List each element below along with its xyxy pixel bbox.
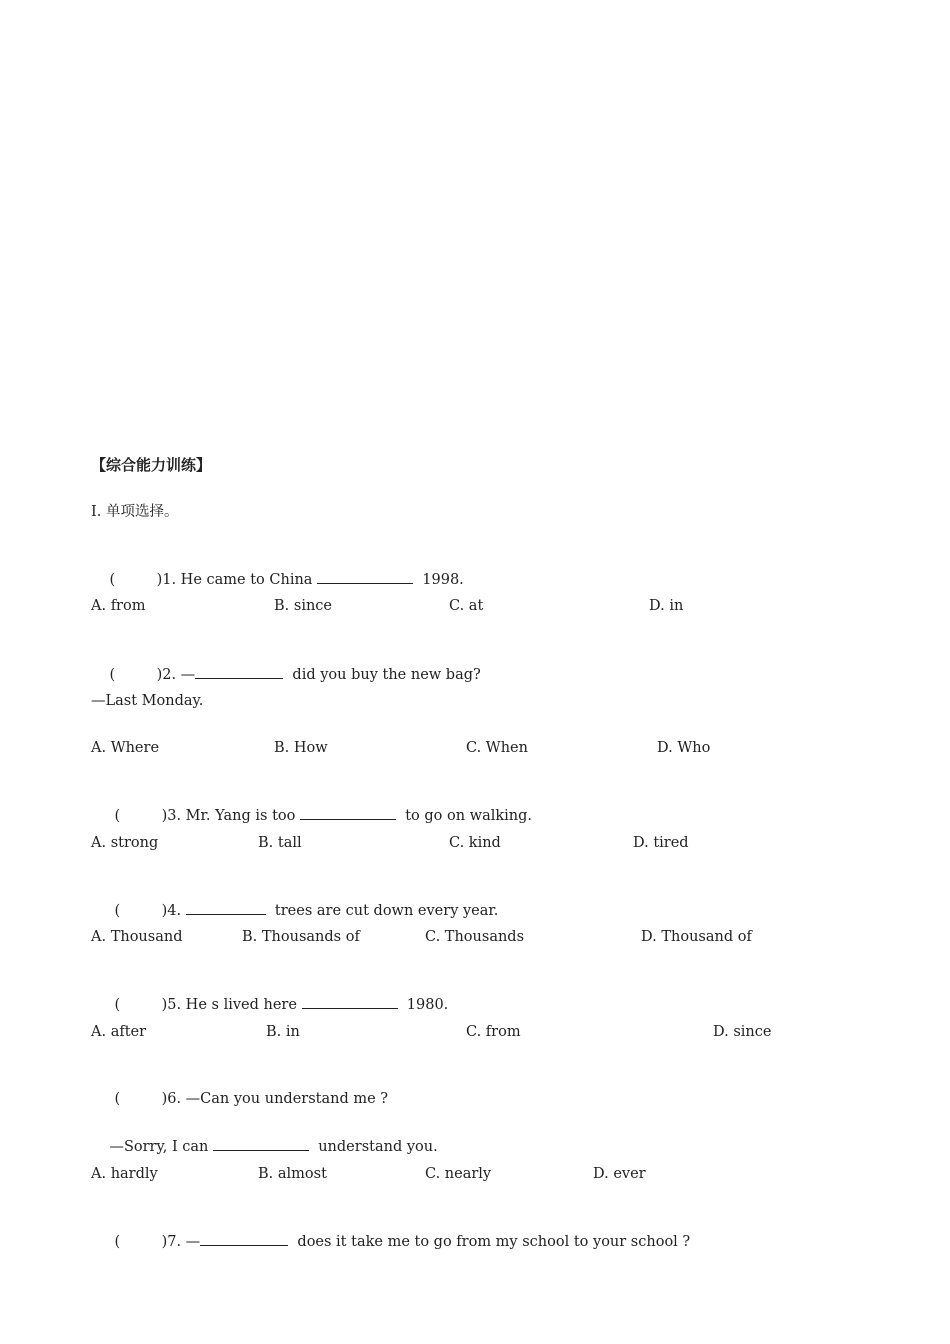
option-c[interactable]: C. kind <box>449 835 501 851</box>
option-c[interactable]: C. When <box>466 740 528 756</box>
section-title: 【综合能力训练】 <box>91 456 212 474</box>
option-d[interactable]: D. ever <box>593 1166 646 1182</box>
option-a[interactable]: A. Thousand <box>91 929 183 945</box>
question-text: 2. — <box>162 667 196 683</box>
question-text-end: did you buy the new bag? <box>292 667 481 683</box>
question-text: 1. He came to China <box>162 572 313 588</box>
option-c[interactable]: C. from <box>466 1024 521 1040</box>
option-d[interactable]: D. Thousand of <box>641 929 752 945</box>
answer-blank[interactable] <box>200 1231 288 1246</box>
answer-paren: ( ) <box>114 1091 168 1107</box>
option-b[interactable]: B. almost <box>258 1166 327 1182</box>
question-text-end: 1998. <box>422 572 464 588</box>
answer-paren: ( ) <box>114 808 168 824</box>
option-d[interactable]: D. since <box>713 1024 772 1040</box>
option-a[interactable]: A. from <box>91 598 146 614</box>
option-b[interactable]: B. tall <box>258 835 302 851</box>
option-d[interactable]: D. in <box>649 598 684 614</box>
answer-text: —Sorry, I can <box>109 1139 209 1155</box>
answer-blank[interactable] <box>186 900 266 915</box>
option-a[interactable]: A. hardly <box>91 1166 158 1182</box>
option-b[interactable]: B. since <box>274 598 332 614</box>
option-c[interactable]: C. nearly <box>425 1166 492 1182</box>
question-text-end: trees are cut down every year. <box>274 903 499 919</box>
answer-blank[interactable] <box>302 994 398 1009</box>
answer-paren: ( ) <box>109 572 163 588</box>
option-b[interactable]: B. Thousands of <box>242 929 360 945</box>
answer-blank[interactable] <box>300 805 396 820</box>
answer-text-end: understand you. <box>318 1139 438 1155</box>
question-text: 5. He s lived here <box>167 997 297 1013</box>
answer-blank[interactable] <box>213 1136 309 1151</box>
option-b[interactable]: B. in <box>266 1024 300 1040</box>
answer-paren: ( ) <box>114 903 168 919</box>
answer-paren: ( ) <box>114 1234 168 1250</box>
answer-paren: ( ) <box>114 997 168 1013</box>
option-d[interactable]: D. Who <box>657 740 711 756</box>
question-text: 6. —Can you understand me ? <box>167 1091 389 1107</box>
option-a[interactable]: A. after <box>91 1024 147 1040</box>
option-c[interactable]: C. at <box>449 598 484 614</box>
question-text: 4. <box>167 903 182 919</box>
option-c[interactable]: C. Thousands <box>425 929 525 945</box>
part-title: Ⅰ. 单项选择。 <box>91 504 179 520</box>
option-a[interactable]: A. Where <box>91 740 160 756</box>
option-a[interactable]: A. strong <box>91 835 159 851</box>
option-b[interactable]: B. How <box>274 740 328 756</box>
question-text: 7. — <box>167 1234 201 1250</box>
dialogue-answer: —Last Monday. <box>91 693 204 709</box>
question-7 <box>96 1211 690 1272</box>
question-text-end: does it take me to go from my school to your school ? <box>297 1234 691 1250</box>
answer-blank[interactable] <box>195 664 283 679</box>
option-d[interactable]: D. tired <box>633 835 689 851</box>
question-text-end: to go on walking. <box>405 808 533 824</box>
answer-paren: ( ) <box>109 667 163 683</box>
answer-blank[interactable] <box>317 569 413 584</box>
question-text-end: 1980. <box>406 997 449 1013</box>
question-text: 3. Mr. Yang is too <box>167 808 296 824</box>
